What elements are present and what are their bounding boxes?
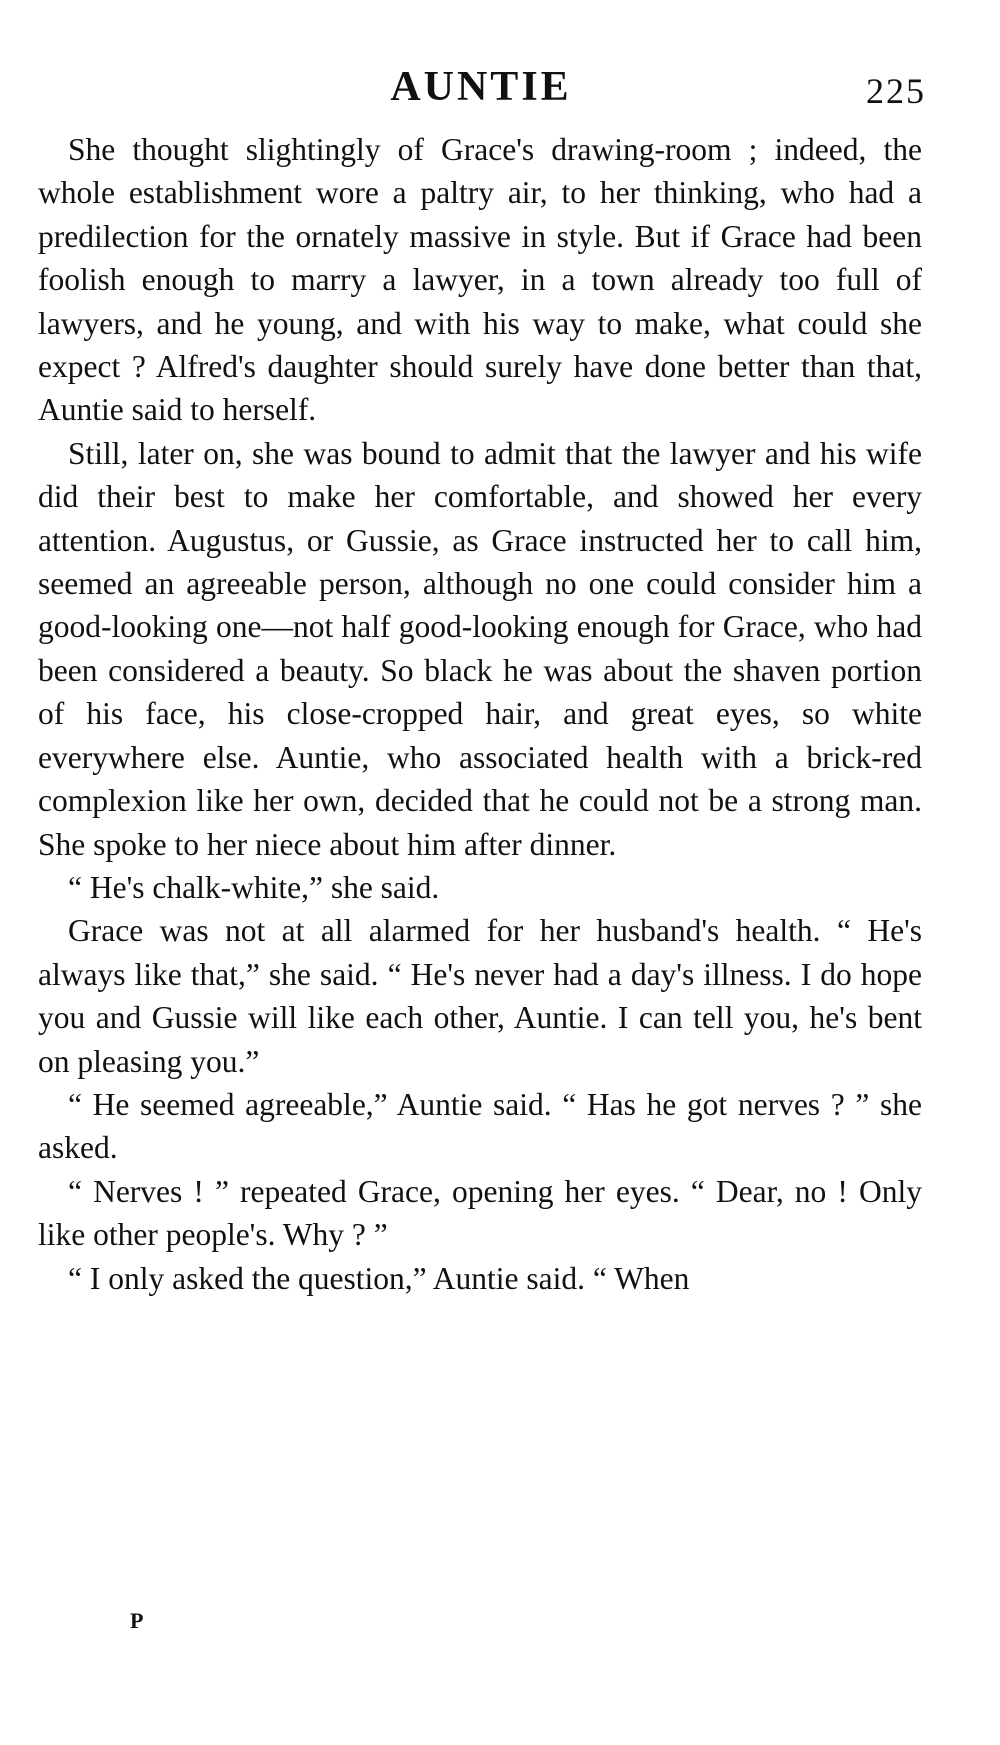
paragraph-6: “ Nerves ! ” repeated Grace, opening her eyes. “ Dear, no ! Only like other people's. Why ? ” — [38, 1173, 922, 1253]
signature-mark: P — [130, 1608, 145, 1633]
paragraph-2: Still, later on, she was bound to admit that the lawyer and his wife did their best to make her comfortable, and showed her every attention. Augustus, or Gussie, as Grace instructed her to call him, seemed an agreeable person, although no one could consider him a good-looking one—not half good-looking enough for Grace, who had been considered a beauty. So black he was about the shaven portion of his face, his close-cropped hair, and great eyes, so white everywhere else. Auntie, who associated health with a brick-red complexion like her own, decided that he could not be a strong man. She spoke to her niece about him after dinner. — [38, 435, 922, 862]
paragraph-5: “ He seemed agreeable,” Auntie said. “ Has he got nerves ? ” she asked. — [38, 1086, 922, 1166]
running-head — [36, 62, 926, 112]
chapter-title: AUNTIE — [390, 64, 572, 110]
body-text — [38, 128, 922, 1300]
paragraph-1: She thought slightingly of Grace's drawing-room ; indeed, the whole establishment wore a paltry air, to her thinking, who had a predilection for the ornately massive in style. But if Grace had been foolish enough to marry a lawyer, in a town already too full of lawyers, and he young, and with his way to make, what could she expect ? Alfred's daughter should surely have done better than that, Auntie said to herself. — [38, 132, 922, 428]
paragraph-7: “ I only asked the question,” Auntie said. “ When — [68, 1260, 690, 1296]
paragraph-4: Grace was not at all alarmed for her husband's health. “ He's always like that,” she said. “ He's never had a day's illness. I do hope you and Gussie will like each other, Auntie. I can tell you, he's bent on pleasing you.” — [38, 913, 922, 1079]
paragraph-3: “ He's chalk-white,” she said. — [68, 869, 440, 905]
page-number: 225 — [866, 71, 926, 111]
